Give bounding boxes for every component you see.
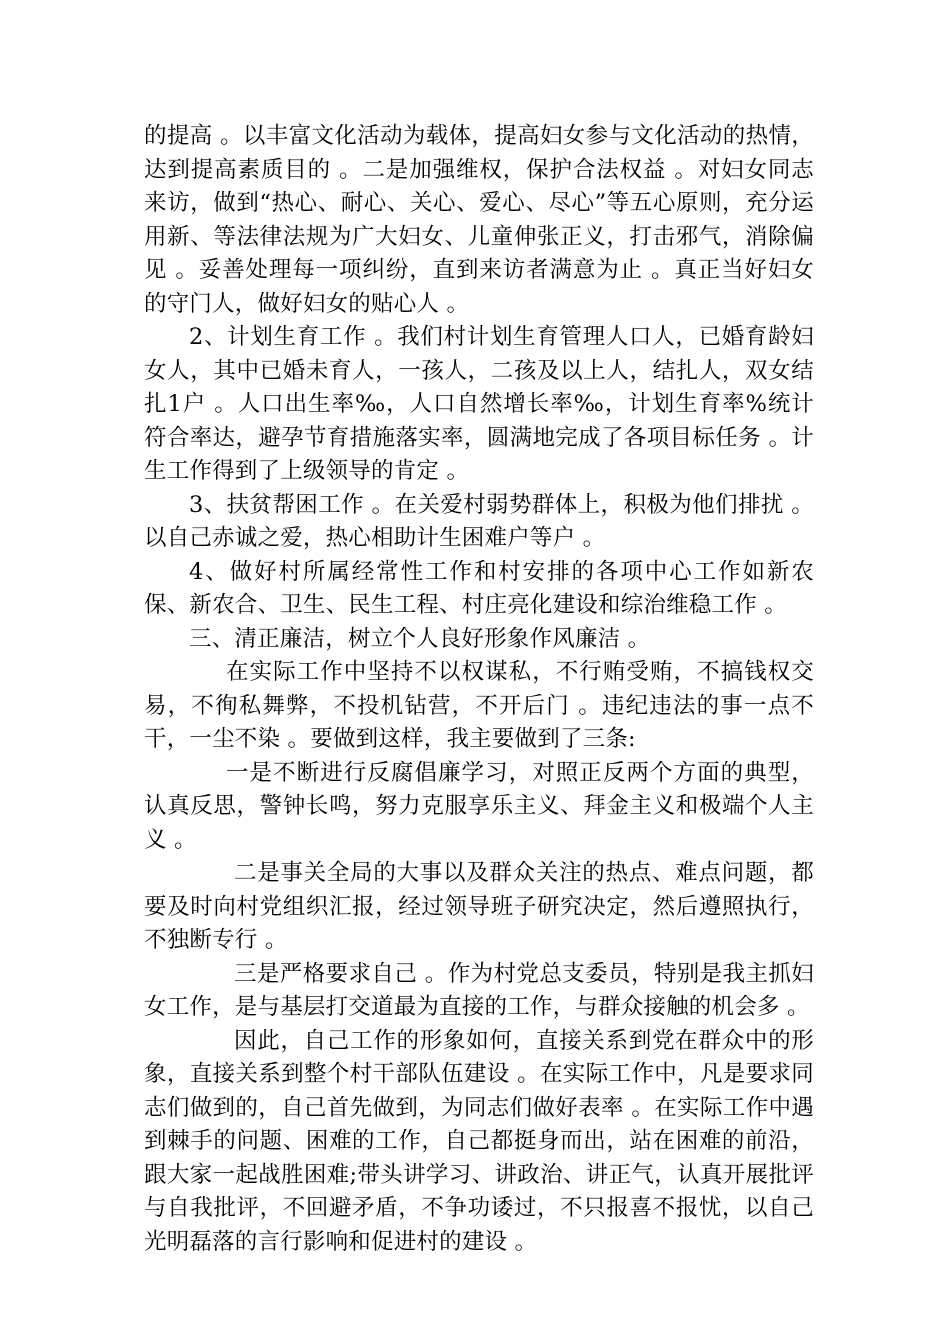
paragraph-routine-work: 4、做好村所属经常性工作和村安排的各项中心工作如新农保、新农合、卫生、民生工程、村庄亮化建设和综治维稳工作 。 [144, 558, 814, 618]
section-heading-integrity: 三、清正廉洁，树立个人良好形象作风廉洁 。 [189, 625, 651, 652]
paragraph-conclusion: 因此，自己工作的形象如何，直接关系到党在群众中的形象，直接关系到整个村干部队伍建设 。在实际工作中，凡是要求同志们做到的，自己首先做到，为同志们做好表率 。在实际工作中遇到棘手的问题、困难的工作，自己都挺身而出，站在困难的前沿，跟大家一起战胜困难;带头讲学习、讲政治、讲正气，认真开展批评与自我批评，不回避矛盾，不争功诿过，不只报喜不报忧，以自己光明磊落的言行影响和促进村的建设 。 [144, 1027, 814, 1255]
paragraph-point-three: 三是严格要求自己 。作为村党总支委员，特别是我主抓妇女工作，是与基层打交道最为直接的工作，与群众接触的机会多 。 [144, 960, 814, 1020]
paragraph-point-two: 二是事关全局的大事以及群众关注的热点、难点问题，都要及时向村党组织汇报，经过领导班子研究决定，然后遵照执行，不独断专行 。 [144, 860, 814, 953]
paragraph-poverty-relief: 3、扶贫帮困工作 。在关爱村弱势群体上，积极为他们排扰 。以自己赤诚之爱，热心相助计生困难户等户 。 [144, 491, 814, 551]
paragraph-integrity-intro: 在实际工作中坚持不以权谋私，不行贿受贿，不搞钱权交易，不徇私舞弊，不投机钻营，不开后门 。违纪违法的事一点不干，一尘不染 。要做到这样，我主要做到了三条: [144, 659, 814, 752]
paragraph-point-one: 一是不断进行反腐倡廉学习，对照正反两个方面的典型，认真反思，警钟长鸣，努力克服享乐主义、拜金主义和极端个人主义 。 [144, 759, 814, 853]
document-body [144, 120, 814, 1259]
paragraph-women-rights: 的提高 。以丰富文化活动为载体，提高妇女参与文化活动的热情，达到提高素质目的 。二是加强维权，保护合法权益 。对妇女同志来访，做到“热心、耐心、关心、爱心、尽心”等五心原则，充分运用新、等法律法规为广大妇女、儿童伸张正义，打击邪气，消除偏见 。妥善处理每一项纠纷，直到来访者满意为止 。真正当好妇女的守门人，做好妇女的贴心人 。 [144, 123, 814, 317]
paragraph-family-planning: 2、计划生育工作 。我们村计划生育管理人口人，已婚育龄妇女人，其中已婚未育人，一孩人，二孩及以上人，结扎人，双女结扎1户 。人口出生率‰，人口自然增长率‰，计划生育率%统计符合率达，避孕节育措施落实率，圆满地完成了各项目标任务 。计生工作得到了上级领导的肯定 。 [144, 324, 814, 484]
